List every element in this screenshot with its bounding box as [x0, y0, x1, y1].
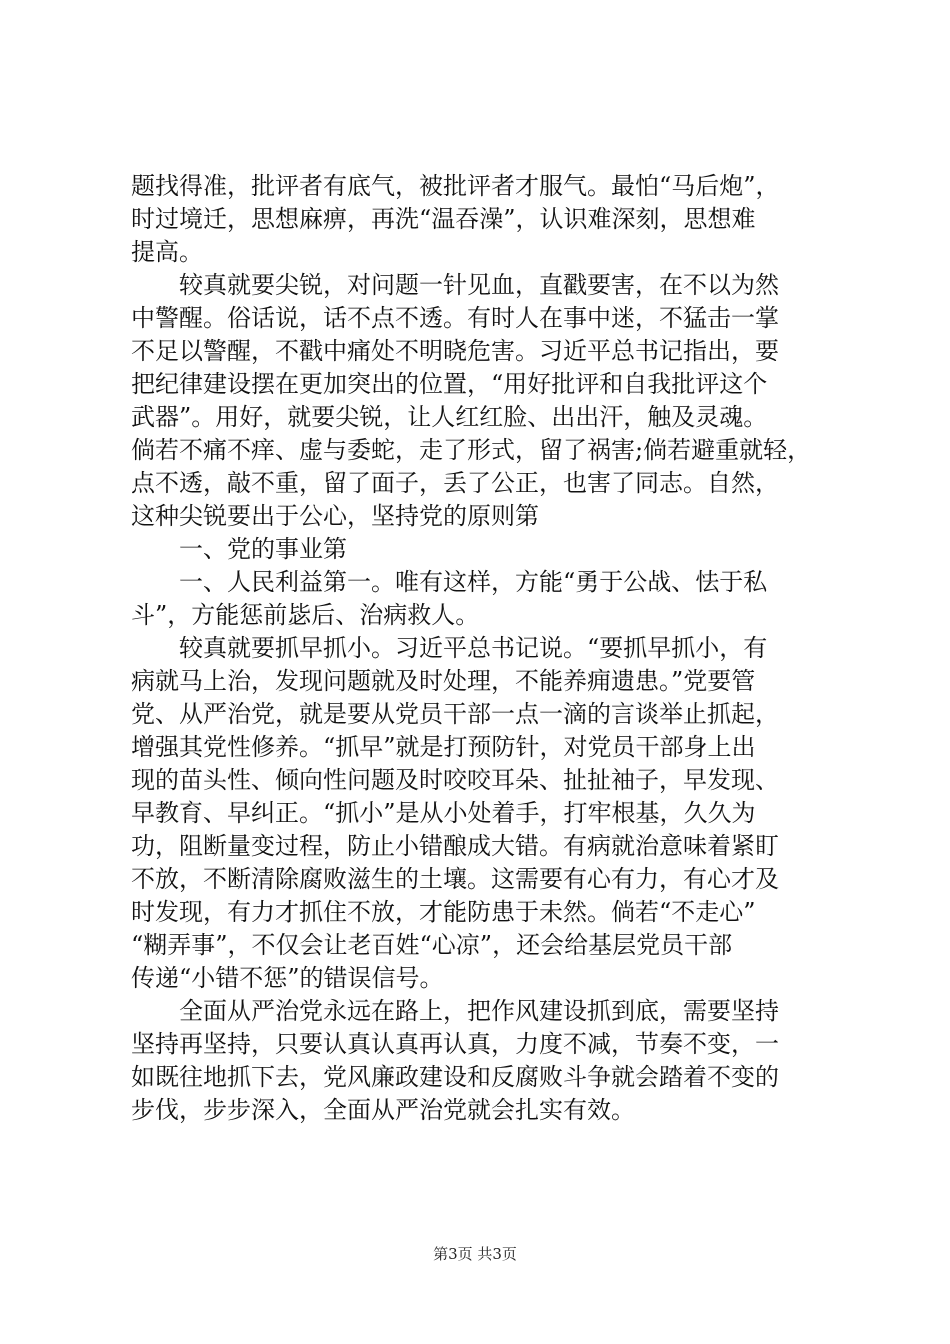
text-line: 较真就要尖锐，对问题一针见血，直戳要害，在不以为然 [179, 271, 779, 299]
text-line: 点不透，敲不重，留了面子，丢了公正，也害了同志。自然， [131, 469, 779, 497]
text-line: 如既往地抓下去，党风廉政建设和反腐败斗争就会踏着不变的 [131, 1063, 779, 1091]
document-body [131, 170, 821, 1127]
text-line: 党、从严治党，就是要从党员干部一点一滴的言谈举止抓起， [131, 700, 779, 728]
text-line: “糊弄事”，不仅会让老百姓“心凉”，还会给基层党员干部 [131, 931, 733, 959]
text-line: 时发现，有力才抓住不放，才能防患于未然。倘若“不走心” [131, 898, 756, 926]
text-line: 增强其党性修养。“抓早”就是打预防针，对党员干部身上出 [131, 733, 756, 761]
text-line: 不足以警醒，不戳中痛处不明晓危害。习近平总书记指出，要 [131, 337, 779, 365]
text-line: 一、党的事业第 [179, 535, 347, 563]
text-line: 时过境迁，思想麻痹，再洗“温吞澡”，认识难深刻，思想难 [131, 205, 756, 233]
text-line: 斗”，方能惩前毖后、治病救人。 [131, 601, 480, 629]
text-line: 一、人民利益第一。唯有这样，方能“勇于公战、怯于私 [179, 568, 768, 596]
text-line: 不放，不断清除腐败滋生的土壤。这需要有心有力，有心才及 [131, 865, 779, 893]
page-footer: 第3页 共3页 [433, 1245, 517, 1263]
text-line: 这种尖锐要出于公心，坚持党的原则第 [131, 502, 539, 530]
text-line: 较真就要抓早抓小。习近平总书记说。“要抓早抓小，有 [179, 634, 768, 662]
text-line: 现的苗头性、倾向性问题及时咬咬耳朵、扯扯袖子，早发现、 [131, 766, 779, 794]
text-line: 提高。 [131, 238, 203, 266]
text-line: 步伐，步步深入，全面从严治党就会扎实有效。 [131, 1096, 635, 1124]
text-line: 中警醒。俗话说，话不点不透。有时人在事中迷，不猛击一掌 [131, 304, 779, 332]
text-line: 把纪律建设摆在更加突出的位置，“用好批评和自我批评这个 [131, 370, 768, 398]
text-line: 全面从严治党永远在路上，把作风建设抓到底，需要坚持 [179, 997, 779, 1025]
text-line: 坚持再坚持，只要认真认真再认真，力度不减，节奏不变，一 [131, 1030, 779, 1058]
text-line: 早教育、早纠正。“抓小”是从小处着手，打牢根基，久久为 [131, 799, 756, 827]
text-line: 武器”。用好，就要尖锐，让人红红脸、出出汗，触及灵魂。 [131, 403, 768, 431]
text-line: 倘若不痛不痒、虚与委蛇，走了形式，留了祸害;倘若避重就轻， [131, 436, 812, 464]
text-line: 题找得准，批评者有底气，被批评者才服气。最怕“马后炮”， [131, 172, 780, 200]
text-line: 病就马上治，发现问题就及时处理，不能养痈遗患。”党要管 [131, 667, 756, 695]
text-line: 传递“小错不惩”的错误信号。 [131, 964, 444, 992]
text-line: 功，阻断量变过程，防止小错酿成大错。有病就治意味着紧盯 [131, 832, 779, 860]
